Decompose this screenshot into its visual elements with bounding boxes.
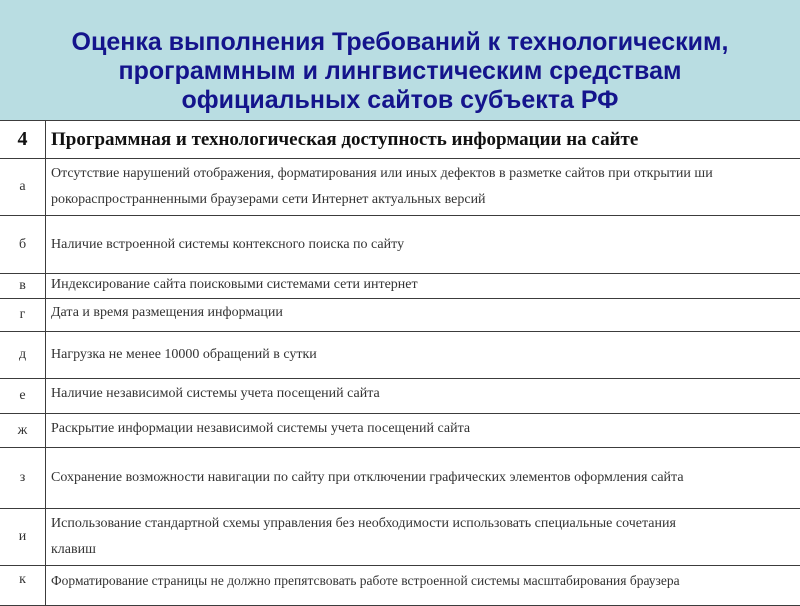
row-text: [46, 274, 800, 299]
table-row: [0, 274, 800, 299]
requirements-table: [0, 120, 800, 606]
row-code: к: [0, 566, 46, 606]
row-text-line: Отсутствие нарушений отображения, форматирования или иных дефектов в разметке сайтов при открытии ши: [51, 161, 800, 187]
row-code: д: [0, 332, 46, 379]
row-text-line: рокораспространненными браузерами сети Интернет актуальных версий: [51, 187, 800, 213]
row-text-line: Индексирование сайта поисковыми системами сети интернет: [51, 274, 800, 296]
table-row: [0, 299, 800, 332]
table-row: [0, 379, 800, 414]
title-line-2: программным и лингвистическим средствам: [0, 57, 800, 86]
row-text-line: Наличие встроенной системы контексного поиска по сайту: [51, 232, 800, 258]
row-text: [46, 216, 800, 274]
row-code: ж: [0, 414, 46, 448]
row-code: б: [0, 216, 46, 274]
section-number: 4: [0, 121, 46, 159]
title-line-1: Оценка выполнения Требований к технологическим,: [0, 28, 800, 57]
row-text-line: Нагрузка не менее 10000 обращений в сутки: [51, 342, 800, 368]
row-code: и: [0, 509, 46, 566]
row-text-line: Сохранение возможности навигации по сайту при отключении графических элементов оформления сайта: [51, 465, 800, 491]
row-code: з: [0, 448, 46, 509]
title-line-3: официальных сайтов субъекта РФ: [0, 86, 800, 115]
section-title: Программная и технологическая доступность информации на сайте: [46, 121, 800, 159]
table-header-row: [0, 121, 800, 159]
table-row: [0, 216, 800, 274]
slide-title: [0, 28, 800, 115]
row-text-line: Использование стандартной схемы управления без необходимости использовать специальные сочетания: [51, 511, 800, 537]
row-text-line: Дата и время размещения информации: [51, 299, 800, 327]
row-text: [46, 379, 800, 414]
row-text: [46, 332, 800, 379]
row-code: а: [0, 159, 46, 216]
row-text-line: Раскрытие информации независимой системы учета посещений сайта: [51, 414, 800, 444]
row-text: [46, 448, 800, 509]
table-row: [0, 159, 800, 216]
table-row: [0, 414, 800, 448]
row-text: [46, 509, 800, 566]
row-text-line: Форматирование страницы не должно препятсвовать работе встроенной системы масштабирования браузера: [51, 568, 800, 594]
row-code: е: [0, 379, 46, 414]
row-code: в: [0, 274, 46, 299]
table-row: [0, 448, 800, 509]
row-text-line: клавиш: [51, 537, 800, 563]
table-row: [0, 509, 800, 566]
row-text: [46, 159, 800, 216]
row-text-line: Наличие независимой системы учета посещений сайта: [51, 379, 800, 409]
table-row: [0, 332, 800, 379]
row-code: г: [0, 299, 46, 332]
row-text: [46, 299, 800, 332]
row-text: [46, 414, 800, 448]
